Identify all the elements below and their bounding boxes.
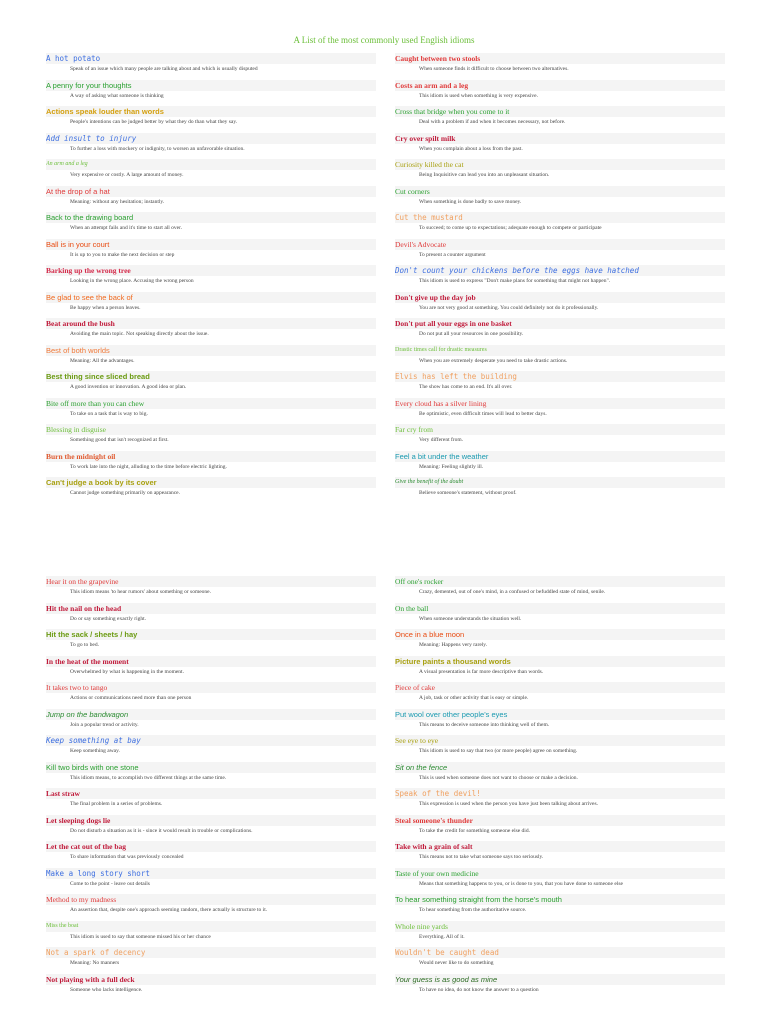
idiom-definition: The show has come to an end. It's all over. bbox=[419, 384, 513, 390]
idiom-definition: When you complain about a loss from the past. bbox=[419, 145, 523, 152]
idiom-definition: Very different from. bbox=[419, 437, 464, 443]
idiom-definition: A good invention or innovation. A good idea or plan. bbox=[70, 384, 187, 390]
idiom-definition: Deal with a problem if and when it becomes necessary, not before. bbox=[419, 119, 566, 125]
idiom-term: Blessing in disguise bbox=[46, 424, 376, 435]
idiom-entry bbox=[395, 106, 725, 132]
idiom-entry bbox=[395, 974, 725, 1000]
idiom-term: Steal someone's thunder bbox=[395, 815, 725, 826]
idiom-term: Your guess is as good as mine bbox=[395, 974, 725, 985]
idiom-term: Taste of your own medicine bbox=[395, 868, 725, 879]
idiom-entry bbox=[395, 477, 725, 503]
idiom-term: Whole nine yards bbox=[395, 921, 725, 932]
idiom-definition: This idiom is used to say that two (or more people) agree on something. bbox=[419, 748, 578, 754]
idiom-definition: The final problem in a series of problems. bbox=[70, 801, 163, 807]
idiom-term: Don't count your chickens before the eggs have hatched bbox=[395, 265, 725, 276]
idiom-entry bbox=[46, 106, 376, 132]
idiom-entry bbox=[395, 894, 725, 920]
idiom-definition: Very expensive or costly. A large amount of money. bbox=[70, 172, 184, 178]
idiom-entry bbox=[46, 212, 376, 238]
idiom-term: Best of both worlds bbox=[46, 345, 376, 356]
idiom-entry bbox=[46, 477, 376, 503]
idiom-term: Give the benefit of the doubt bbox=[395, 477, 725, 488]
idiom-entry bbox=[395, 265, 725, 291]
idiom-definition: To share information that was previously concealed bbox=[70, 854, 184, 860]
idiom-term: Take with a grain of salt bbox=[395, 841, 725, 852]
idiom-definition: To take on a task that is way to big. bbox=[70, 410, 148, 417]
idiom-entry bbox=[46, 80, 376, 106]
idiom-entry bbox=[46, 265, 376, 291]
idiom-entry bbox=[395, 451, 725, 477]
idiom-entry bbox=[46, 947, 376, 973]
idiom-entry bbox=[46, 603, 376, 629]
idiom-entry bbox=[46, 186, 376, 212]
idiom-entry bbox=[395, 398, 725, 424]
idiom-term: To hear something straight from the horse's mouth bbox=[395, 894, 725, 905]
idiom-term: Add insult to injury bbox=[46, 133, 376, 144]
idiom-term: See eye to eye bbox=[395, 735, 725, 746]
idiom-definition: Cannot judge something primarily on appearance. bbox=[70, 490, 180, 496]
idiom-entry bbox=[395, 424, 725, 450]
idiom-term: In the heat of the moment bbox=[46, 656, 376, 667]
idiom-term: Cut the mustard bbox=[395, 212, 725, 223]
idiom-definition: A way of asking what someone is thinking bbox=[70, 92, 164, 99]
idiom-term: Keep something at bay bbox=[46, 735, 376, 746]
idiom-definition: This idiom is used to express "Don't make plans for something that might not happen". bbox=[419, 278, 611, 284]
idiom-entry bbox=[46, 656, 376, 682]
idiom-entry bbox=[46, 788, 376, 814]
idiom-definition: Looking in the wrong place. Accusing the wrong person bbox=[70, 278, 194, 284]
idiom-definition: When you are extremely desperate you need to take drastic actions. bbox=[419, 357, 568, 364]
idiom-entry bbox=[395, 735, 725, 761]
idiom-term: Actions speak louder than words bbox=[46, 106, 376, 117]
idiom-term: Cry over spilt milk bbox=[395, 133, 725, 144]
idiom-term: A penny for your thoughts bbox=[46, 80, 376, 91]
idiom-entry bbox=[46, 424, 376, 450]
idiom-term: Feel a bit under the weather bbox=[395, 451, 725, 462]
idiom-definition: Be happy when a person leaves. bbox=[70, 304, 141, 311]
idiom-term: A hot potato bbox=[46, 53, 376, 64]
idiom-definition: To further a loss with mockery or indignity, to worsen an unfavorable situation. bbox=[70, 145, 245, 152]
idiom-entry bbox=[46, 451, 376, 477]
idiom-term: Hear it on the grapevine bbox=[46, 576, 376, 587]
idiom-entry bbox=[395, 371, 725, 397]
idiom-term: Devil's Advocate bbox=[395, 239, 725, 250]
idiom-definition: When someone understands the situation well. bbox=[419, 615, 522, 622]
idiom-definition: A job, task or other activity that is easy or simple. bbox=[419, 695, 529, 701]
idiom-entry bbox=[46, 371, 376, 397]
idiom-term: Last straw bbox=[46, 788, 376, 799]
idiom-term: Wouldn't be caught dead bbox=[395, 947, 725, 958]
idiom-term: Cut corners bbox=[395, 186, 725, 197]
idiom-term: Can't judge a book by its cover bbox=[46, 477, 376, 488]
idiom-entry bbox=[46, 735, 376, 761]
idiom-term: Method to my madness bbox=[46, 894, 376, 905]
idiom-definition: An assertion that, despite one's approach seeming random, there actually is structure to it. bbox=[70, 907, 268, 913]
idiom-definition: Being Inquisitive can lead you into an unpleasant situation. bbox=[419, 172, 550, 178]
idiom-entry bbox=[46, 239, 376, 265]
idiom-entry bbox=[395, 868, 725, 894]
idiom-definition: Something good that isn't recognized at first. bbox=[70, 437, 169, 443]
idiom-entry bbox=[46, 318, 376, 344]
idiom-term: Make a long story short bbox=[46, 868, 376, 879]
idiom-term: Picture paints a thousand words bbox=[395, 656, 725, 667]
idiom-definition: This expression is used when the person you have just been talking about arrives. bbox=[419, 801, 599, 807]
idiom-entry bbox=[395, 133, 725, 159]
idiom-term: Burn the midnight oil bbox=[46, 451, 376, 462]
idiom-definition: To present a counter argument bbox=[419, 251, 486, 258]
idiom-entry bbox=[46, 53, 376, 79]
idiom-definition: This idiom is used to say that someone missed his or her chance bbox=[70, 933, 211, 940]
idiom-term: Off one's rocker bbox=[395, 576, 725, 587]
idiom-term: Best thing since sliced bread bbox=[46, 371, 376, 382]
idiom-definition: To work late into the night, alluding to the time before electric lighting. bbox=[70, 463, 227, 470]
idiom-term: Far cry from bbox=[395, 424, 725, 435]
idiom-term: Put wool over other people's eyes bbox=[395, 709, 725, 720]
idiom-entry bbox=[395, 212, 725, 238]
idiom-definition: To succeed; to come up to expectations; adequate enough to compete or participate bbox=[419, 225, 602, 231]
idiom-entry bbox=[46, 292, 376, 318]
idiom-definition: Meaning: Happens very rarely. bbox=[419, 642, 488, 648]
idiom-entry bbox=[46, 709, 376, 735]
idiom-term: Curiosity killed the cat bbox=[395, 159, 725, 170]
idiom-entry bbox=[395, 656, 725, 682]
idiom-definition: This is used when someone does not want to choose or make a decision. bbox=[419, 774, 578, 781]
idiom-definition: Speak of an issue which many people are talking about and which is usually disputed bbox=[70, 66, 258, 72]
idiom-definition: Crazy, demented, out of one's mind, in a confused or befuddled state of mind, senile. bbox=[419, 589, 606, 595]
idiom-entry bbox=[46, 682, 376, 708]
idiom-term: An arm and a leg bbox=[46, 159, 376, 170]
idiom-definition: This idiom is used when something is very expensive. bbox=[419, 92, 538, 99]
idiom-term: Drastic times call for drastic measures bbox=[395, 345, 725, 356]
idiom-definition: Everything. All of it. bbox=[419, 933, 465, 940]
idiom-entry bbox=[46, 815, 376, 841]
idiom-term: On the ball bbox=[395, 603, 725, 614]
idiom-definition: To hear something from the authoritative source. bbox=[419, 907, 527, 913]
idiom-term: At the drop of a hat bbox=[46, 186, 376, 197]
idiom-definition: Keep something away. bbox=[70, 748, 120, 754]
idiom-term: Elvis has left the building bbox=[395, 371, 725, 382]
idiom-entry bbox=[395, 841, 725, 867]
idiom-definition: Would never like to do something bbox=[419, 960, 494, 966]
idiom-definition: Actions or communications need more than one person bbox=[70, 695, 192, 701]
idiom-entry bbox=[46, 133, 376, 159]
idiom-definition: When something is done badly to save money. bbox=[419, 198, 522, 205]
idiom-term: Beat around the bush bbox=[46, 318, 376, 329]
idiom-definition: When someone finds it difficult to choose between two alternatives. bbox=[419, 66, 569, 72]
idiom-definition: Overwhelmed by what is happening in the moment. bbox=[70, 668, 184, 675]
idiom-term: Don't give up the day job bbox=[395, 292, 725, 303]
idiom-entry bbox=[395, 318, 725, 344]
idiom-entry bbox=[46, 868, 376, 894]
idiom-term: Don't put all your eggs in one basket bbox=[395, 318, 725, 329]
idiom-term: Ball is in your court bbox=[46, 239, 376, 250]
idiom-definition: This means to deceive someone into thinking well of them. bbox=[419, 721, 550, 728]
page-title: A List of the most commonly used English idioms bbox=[293, 35, 475, 45]
idiom-entry bbox=[395, 186, 725, 212]
idiom-definition: Avoiding the main topic. Not speaking directly about the issue. bbox=[70, 331, 209, 337]
idiom-term: Hit the sack / sheets / hay bbox=[46, 629, 376, 640]
idiom-entry bbox=[395, 159, 725, 185]
idiom-entry bbox=[395, 345, 725, 371]
idiom-entry bbox=[395, 576, 725, 602]
idiom-term: It takes two to tango bbox=[46, 682, 376, 693]
idiom-term: Not playing with a full deck bbox=[46, 974, 376, 985]
idiom-definition: Believe someone's statement, without proof. bbox=[419, 490, 517, 496]
idiom-entry bbox=[395, 682, 725, 708]
idiom-definition: Meaning: without any hesitation; instantly. bbox=[70, 198, 165, 205]
idiom-entry bbox=[395, 292, 725, 318]
idiom-definition: It is up to you to make the next decision or step bbox=[70, 251, 175, 258]
idiom-entry bbox=[395, 80, 725, 106]
idiom-definition: Do or say something exactly right. bbox=[70, 615, 147, 622]
idiom-definition: This idiom means, to accomplish two different things at the same time. bbox=[70, 774, 227, 781]
idiom-definition: People's intentions can be judged better by what they do than what they say. bbox=[70, 119, 238, 125]
idiom-term: Costs an arm and a leg bbox=[395, 80, 725, 91]
idiom-entry bbox=[46, 345, 376, 371]
idiom-term: Once in a blue moon bbox=[395, 629, 725, 640]
idiom-entry bbox=[46, 762, 376, 788]
idiom-entry bbox=[46, 576, 376, 602]
idiom-entry bbox=[395, 53, 725, 79]
idiom-definition: To take the credit for something someone else did. bbox=[419, 827, 530, 834]
idiom-entry bbox=[46, 398, 376, 424]
idiom-term: Not a spark of decency bbox=[46, 947, 376, 958]
idiom-definition: This idiom means 'to hear rumors' about something or someone. bbox=[70, 589, 211, 595]
idiom-definition: To go to bed. bbox=[70, 642, 99, 648]
idiom-definition: Meaning: No manners bbox=[70, 960, 120, 966]
idiom-definition: You are not very good at something. You could definitely not do it professionally. bbox=[419, 304, 599, 311]
idiom-term: Speak of the devil! bbox=[395, 788, 725, 799]
idiom-term: Let the cat out of the bag bbox=[46, 841, 376, 852]
idiom-entry bbox=[46, 894, 376, 920]
idiom-definition: Come to the point - leave out details bbox=[70, 880, 150, 887]
idiom-entry bbox=[46, 629, 376, 655]
idiom-entry bbox=[46, 159, 376, 185]
idiom-entry bbox=[395, 709, 725, 735]
idiom-entry bbox=[395, 762, 725, 788]
idiom-definition: When an attempt fails and it's time to start all over. bbox=[70, 225, 183, 231]
idiom-entry bbox=[395, 788, 725, 814]
idiom-term: Cross that bridge when you come to it bbox=[395, 106, 725, 117]
idiom-entry bbox=[46, 841, 376, 867]
idiom-definition: Someone who lacks intelligence. bbox=[70, 986, 143, 993]
idiom-term: Barking up the wrong tree bbox=[46, 265, 376, 276]
idiom-term: Kill two birds with one stone bbox=[46, 762, 376, 773]
idiom-term: Hit the nail on the head bbox=[46, 603, 376, 614]
idiom-definition: To have no idea, do not know the answer to a question bbox=[419, 986, 539, 993]
idiom-term: Sit on the fence bbox=[395, 762, 725, 773]
idiom-term: Back to the drawing board bbox=[46, 212, 376, 223]
idiom-definition: Meaning: All the advantages. bbox=[70, 357, 135, 364]
idiom-term: Jump on the bandwagon bbox=[46, 709, 376, 720]
idiom-entry bbox=[46, 974, 376, 1000]
idiom-definition: Meaning: Feeling slightly ill. bbox=[419, 463, 484, 470]
idiom-definition: Do not disturb a situation as it is - since it would result in trouble or complications. bbox=[70, 827, 253, 834]
idiom-definition: Join a popular trend or activity. bbox=[70, 721, 139, 728]
idiom-entry bbox=[46, 921, 376, 947]
idiom-entry bbox=[395, 239, 725, 265]
idiom-definition: Be optimistic, even difficult times will lead to better days. bbox=[419, 410, 547, 417]
idiom-term: Piece of cake bbox=[395, 682, 725, 693]
idiom-entry bbox=[395, 815, 725, 841]
idiom-definition: Do not put all your resources in one possibility. bbox=[419, 331, 524, 337]
idiom-term: Miss the boat bbox=[46, 921, 376, 932]
idiom-term: Be glad to see the back of bbox=[46, 292, 376, 303]
idiom-entry bbox=[395, 921, 725, 947]
idiom-term: Let sleeping dogs lie bbox=[46, 815, 376, 826]
idiom-entry bbox=[395, 947, 725, 973]
idiom-term: Bite off more than you can chew bbox=[46, 398, 376, 409]
idiom-definition: A visual presentation is far more descriptive than words. bbox=[419, 668, 544, 675]
idiom-entry bbox=[395, 629, 725, 655]
idiom-entry bbox=[395, 603, 725, 629]
idiom-definition: Means that something happens to you, or is done to you, that you have done to someone else bbox=[419, 880, 623, 887]
idiom-term: Every cloud has a silver lining bbox=[395, 398, 725, 409]
idiom-definition: This means not to take what someone says too seriously. bbox=[419, 854, 544, 860]
idiom-term: Caught between two stools bbox=[395, 53, 725, 64]
